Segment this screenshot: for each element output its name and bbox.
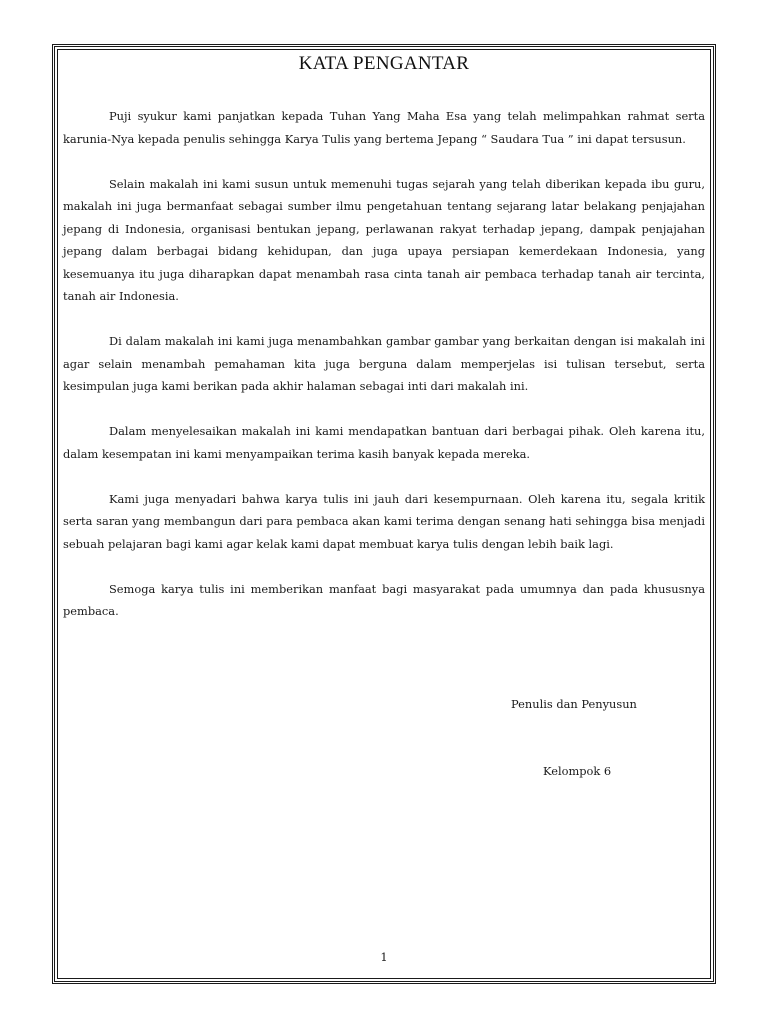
paragraph-4: Dalam menyelesaikan makalah ini kami mendapatkan bantuan dari berbagai pihak. Oleh karena itu, dalam kesempatan ini kami menyampaikan terima kasih banyak kepada mereka. bbox=[63, 424, 705, 461]
document-title: KATA PENGANTAR bbox=[298, 53, 470, 74]
signature-role: Penulis dan Penyusun bbox=[511, 697, 637, 711]
page-number: 1 bbox=[380, 950, 388, 964]
paragraph-2: Selain makalah ini kami susun untuk memenuhi tugas sejarah yang telah diberikan kepada ibu guru, makalah ini juga bermanfaat sebagai sumber ilmu pengetahuan tentang sejarang latar belakang penjajahan jepang di Indonesia, organisasi bentukan jepang, perlawanan rakyat terhadap jepang, dampak penjajahan jepang dalam berbagai bidang kehidupan, dan juga upaya persiapan kemerdekaan Indonesia, yang kesemuanya itu juga diharapkan dapat menambah rasa cinta tanah air pembaca terhadap tanah air tercinta, tanah air Indonesia. bbox=[63, 176, 705, 303]
document-body bbox=[63, 105, 705, 645]
paragraph-6: Semoga karya tulis ini memberikan manfaat bagi masyarakat pada umumnya dan pada khususnya pembaca. bbox=[63, 581, 705, 618]
paragraph-5: Kami juga menyadari bahwa karya tulis ini jauh dari kesempurnaan. Oleh karena itu, segala kritik serta saran yang membangun dari para pembaca akan kami terima dengan senang hati sehingga bisa menjadi sebuah pelajaran bagi kami agar kelak kami dapat membuat karya tulis dengan lebih baik lagi. bbox=[63, 491, 705, 551]
signature-group: Kelompok 6 bbox=[543, 764, 612, 778]
paragraph-1: Puji syukur kami panjatkan kepada Tuhan Yang Maha Esa yang telah melimpahkan rahmat serta karunia-Nya kepada penulis sehingga Karya Tulis yang bertema Jepang “ Saudara Tua ” ini dapat tersusun. bbox=[63, 109, 705, 146]
paragraph-3: Di dalam makalah ini kami juga menambahkan gambar gambar yang berkaitan dengan isi makalah ini agar selain menambah pemahaman kita juga berguna dalam memperjelas isi tulisan tersebut, serta kesimpulan juga kami berikan pada akhir halaman sebagai inti dari makalah ini. bbox=[63, 334, 705, 393]
